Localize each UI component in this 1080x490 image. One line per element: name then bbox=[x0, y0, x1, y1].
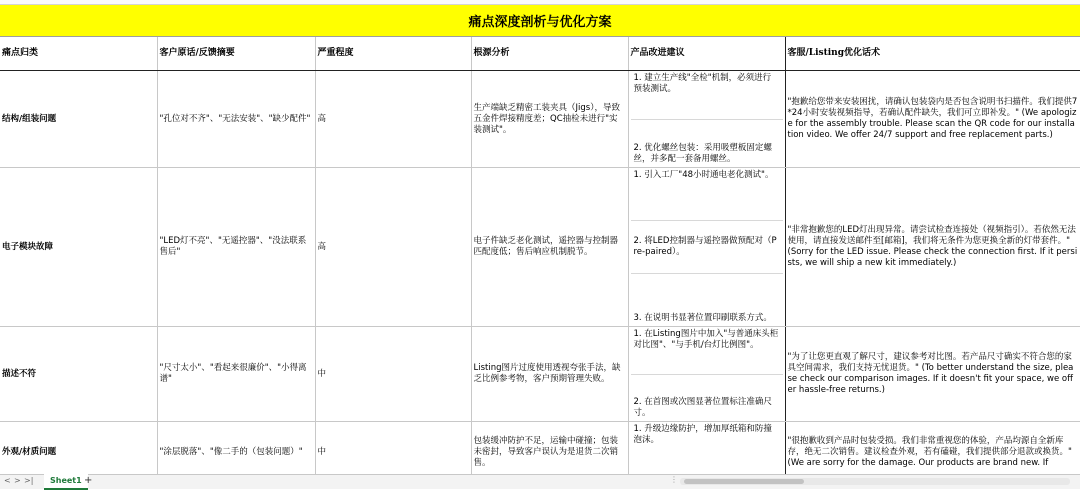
header-cell[interactable]: 痛点归类 bbox=[0, 37, 157, 71]
table-row bbox=[0, 168, 1080, 327]
root-cause-cell[interactable]: 电子件缺乏老化测试，遥控器与控制器匹配度低；售后响应机制脱节。 bbox=[471, 168, 628, 327]
table-row bbox=[0, 71, 1080, 168]
feedback-cell[interactable]: "孔位对不齐"、"无法安装"、"缺少配件" bbox=[157, 71, 315, 168]
suggestion-item[interactable]: 2. 在首图或次图显著位置标注准确尺寸。 bbox=[633, 397, 772, 418]
service-script-cell[interactable]: "非常抱歉您的LED灯出现异常。请尝试检查连接处（视频指引）。若依然无法使用，请直接发送邮件至[邮箱]，我们将无条件为您更换全新的灯带套件。" (Sorry for the LED issue. Please check the connection first. If it persists, we will ship a new kit immediately.) bbox=[785, 168, 1080, 327]
header-cell[interactable]: 客户原话/反馈摘要 bbox=[157, 37, 315, 71]
service-script-cell[interactable]: "为了让您更直观了解尺寸，建议参考对比图。若产品尺寸确实不符合您的家具空间需求，我们支持无忧退货。" (To better understand the size, please check our comparison images. If it doesn't fit your space, we offer hassle-free returns.) bbox=[785, 327, 1080, 422]
spreadsheet-grid[interactable] bbox=[0, 5, 1080, 474]
suggestion-item[interactable]: 2. 优化螺丝包装：采用吸塑板固定螺丝，并多配一套备用螺丝。 bbox=[633, 143, 772, 164]
prev-sheet-button[interactable]: < bbox=[4, 476, 11, 485]
header-cell[interactable]: 严重程度 bbox=[315, 37, 471, 71]
suggestion-item[interactable]: 2. 将LED控制器与遥控器做预配对（Pre-paired）。 bbox=[631, 221, 783, 274]
pain-point-table bbox=[0, 37, 1080, 474]
category-cell[interactable]: 描述不符 bbox=[0, 327, 157, 422]
scroll-left-icon[interactable]: ⋮ bbox=[670, 475, 678, 484]
page-title: 痛点深度剖析与优化方案 bbox=[468, 15, 612, 30]
feedback-cell[interactable]: "LED灯不亮"、"无遥控器"、"没法联系售后" bbox=[157, 168, 315, 327]
severity-cell[interactable]: 中 bbox=[315, 422, 471, 475]
suggestion-item[interactable]: 1. 引入工厂"48小时通电老化测试"。 bbox=[631, 168, 783, 221]
category-cell[interactable]: 结构/组装问题 bbox=[0, 71, 157, 168]
suggestion-cell bbox=[628, 71, 785, 168]
severity-cell[interactable]: 中 bbox=[315, 327, 471, 422]
table-row bbox=[0, 327, 1080, 422]
root-cause-cell[interactable]: Listing图片过度使用透视夸张手法，缺乏比例参考物，客户预期管理失败。 bbox=[471, 327, 628, 422]
suggestion-cell bbox=[628, 168, 785, 327]
sheet-tab-sheet1[interactable]: Sheet1 bbox=[44, 474, 88, 490]
category-cell[interactable]: 电子模块故障 bbox=[0, 168, 157, 327]
feedback-cell[interactable]: "涂层脱落"、"像二手的（包装问题）" bbox=[157, 422, 315, 475]
suggestion-item[interactable]: 1. 在Listing图片中加入"与普通床头柜对比图"、"与手机/台灯比例图"。 bbox=[631, 327, 783, 375]
header-cell[interactable]: 客服/Listing优化话术 bbox=[785, 37, 1080, 71]
header-cell[interactable]: 产品改进建议 bbox=[628, 37, 785, 71]
feedback-cell[interactable]: "尺寸太小"、"看起来很廉价"、"小得离谱" bbox=[157, 327, 315, 422]
add-sheet-button[interactable]: + bbox=[84, 475, 93, 486]
suggestion-item[interactable]: 1. 升级边缘防护，增加厚纸箱和防撞泡沫。 bbox=[633, 424, 772, 445]
severity-cell[interactable]: 高 bbox=[315, 71, 471, 168]
next-sheet-button[interactable]: > bbox=[14, 476, 21, 485]
root-cause-cell[interactable]: 生产端缺乏精密工装夹具（Jigs），导致五金件焊接精度差；QC抽检未进行"实装测试"。 bbox=[471, 71, 628, 168]
category-cell[interactable]: 外观/材质问题 bbox=[0, 422, 157, 475]
suggestion-item[interactable]: 3. 在说明书显著位置印刷联系方式。 bbox=[633, 313, 772, 323]
merged-title-cell[interactable] bbox=[0, 5, 1080, 37]
root-cause-cell[interactable]: 包装缓冲防护不足，运输中碰撞；包装未密封，导致客户误认为是退货二次销售。 bbox=[471, 422, 628, 475]
suggestion-cell bbox=[628, 327, 785, 422]
sheet-tab-bar bbox=[0, 474, 1080, 489]
header-cell[interactable]: 根源分析 bbox=[471, 37, 628, 71]
horizontal-scrollbar[interactable] bbox=[680, 478, 1070, 485]
table-row bbox=[0, 422, 1080, 475]
service-script-cell[interactable]: "很抱歉收到产品时包装受损。我们非常重视您的体验，产品均源自全新库存，绝无二次销售。建议检查外观，若有磕碰，我们提供部分退款或换货。" (We are sorry for the damage. Our products are brand new. If bbox=[785, 422, 1080, 475]
header-row bbox=[0, 37, 1080, 71]
last-sheet-button[interactable]: >| bbox=[24, 476, 34, 485]
suggestion-cell bbox=[628, 422, 785, 475]
scrollbar-thumb[interactable] bbox=[684, 479, 804, 484]
suggestion-item[interactable]: 1. 建立生产线"全检"机制，必须进行预装测试。 bbox=[631, 71, 783, 120]
service-script-cell[interactable]: "抱歉给您带来安装困扰，请确认包装袋内是否包含说明书扫描件。我们提供7*24小时安装视频指导，若确认配件缺失，我们可立即补发。" (We apologize for the assembly trouble. Please scan the QR code for our installation video. We offer 24/7 support and free replacement parts.) bbox=[785, 71, 1080, 168]
severity-cell[interactable]: 高 bbox=[315, 168, 471, 327]
